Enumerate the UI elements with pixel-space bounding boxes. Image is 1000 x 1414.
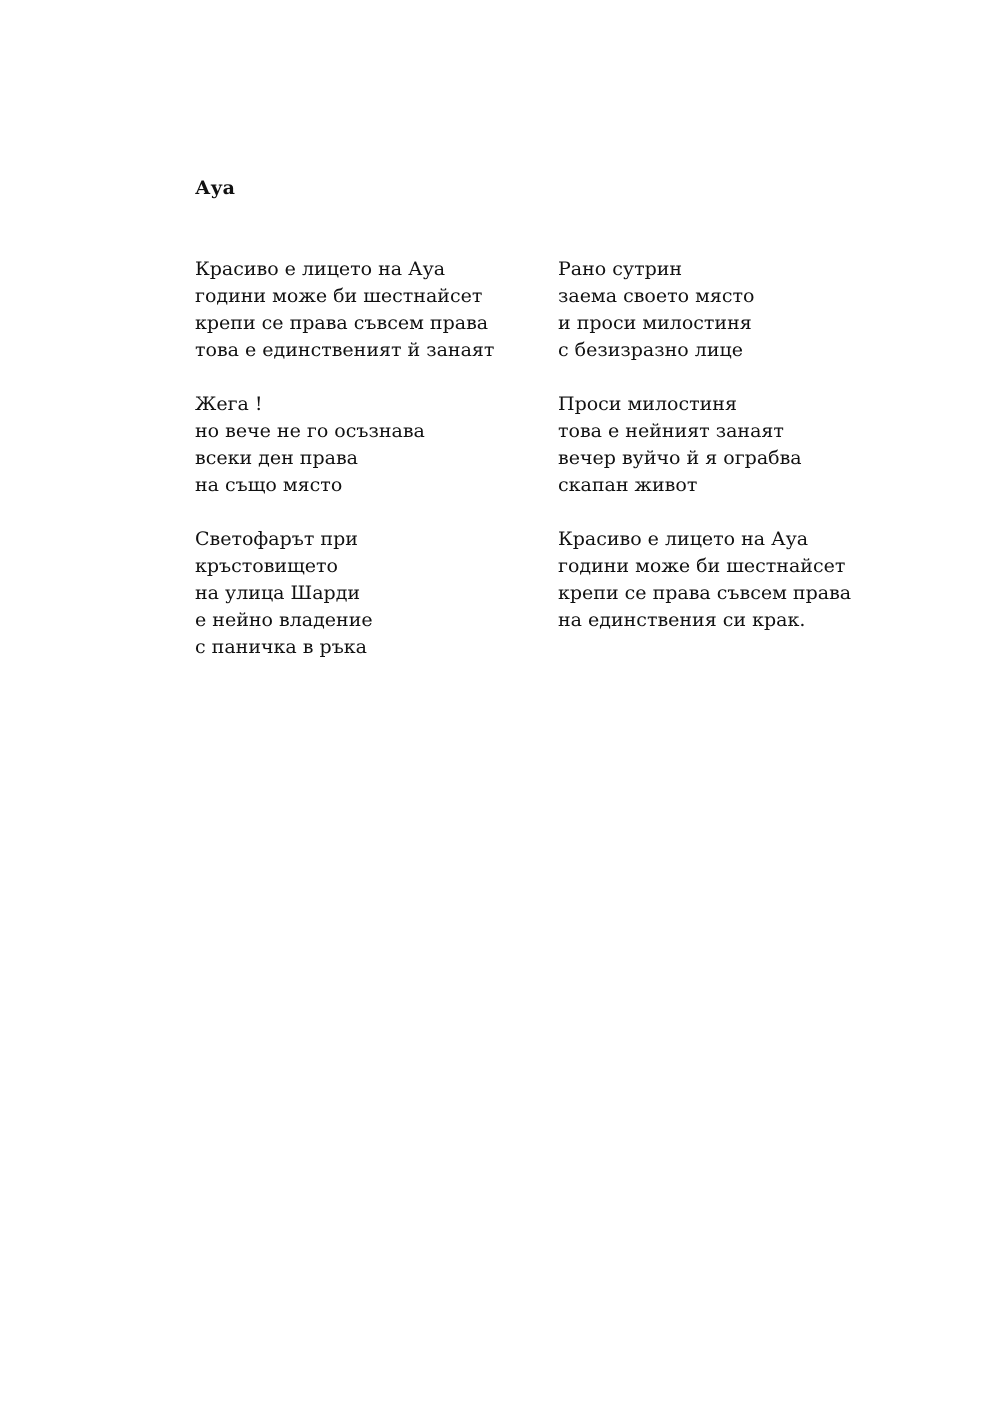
verse-line: години може би шестнайсет: [195, 285, 483, 307]
verse-line: всеки ден права: [195, 447, 358, 469]
stanza: [195, 256, 525, 364]
verse-line: и проси милостиня: [558, 312, 752, 334]
verse-line: Красиво е лицето на Ауа: [558, 528, 809, 550]
stanza: [195, 391, 525, 499]
verse-line: на също място: [195, 474, 343, 496]
poem-title: Ауа: [195, 177, 235, 199]
stanza: [558, 526, 888, 634]
verse-line: крепи се права съвсем права: [558, 582, 852, 604]
verse-line: Красиво е лицето на Ауа: [195, 258, 446, 280]
poem-column-left: [195, 256, 525, 688]
stanza: [195, 526, 525, 661]
verse-line: Жега !: [195, 393, 263, 415]
verse-line: на единствения си крак.: [558, 609, 806, 631]
verse-line: е нейно владение: [195, 609, 373, 631]
verse-line: вечер вуйчо й я ограбва: [558, 447, 802, 469]
stanza: [558, 391, 888, 499]
verse-line: Проси милостиня: [558, 393, 737, 415]
poem-column-right: [558, 256, 888, 661]
verse-line: това е единственият й занаят: [195, 339, 495, 361]
verse-line: Светофарът при: [195, 528, 358, 550]
verse-line: но вече не го осъзнава: [195, 420, 425, 442]
verse-line: на улица Шарди: [195, 582, 361, 604]
verse-line: с безизразно лице: [558, 339, 743, 361]
verse-line: години може би шестнайсет: [558, 555, 846, 577]
verse-line: кръстовището: [195, 555, 338, 577]
stanza: [558, 256, 888, 364]
verse-line: Рано сутрин: [558, 258, 683, 280]
verse-line: крепи се права съвсем права: [195, 312, 489, 334]
verse-line: скапан живот: [558, 474, 698, 496]
verse-line: с паничка в ръка: [195, 636, 367, 658]
verse-line: заема своето място: [558, 285, 755, 307]
verse-line: това е нейният занаят: [558, 420, 784, 442]
